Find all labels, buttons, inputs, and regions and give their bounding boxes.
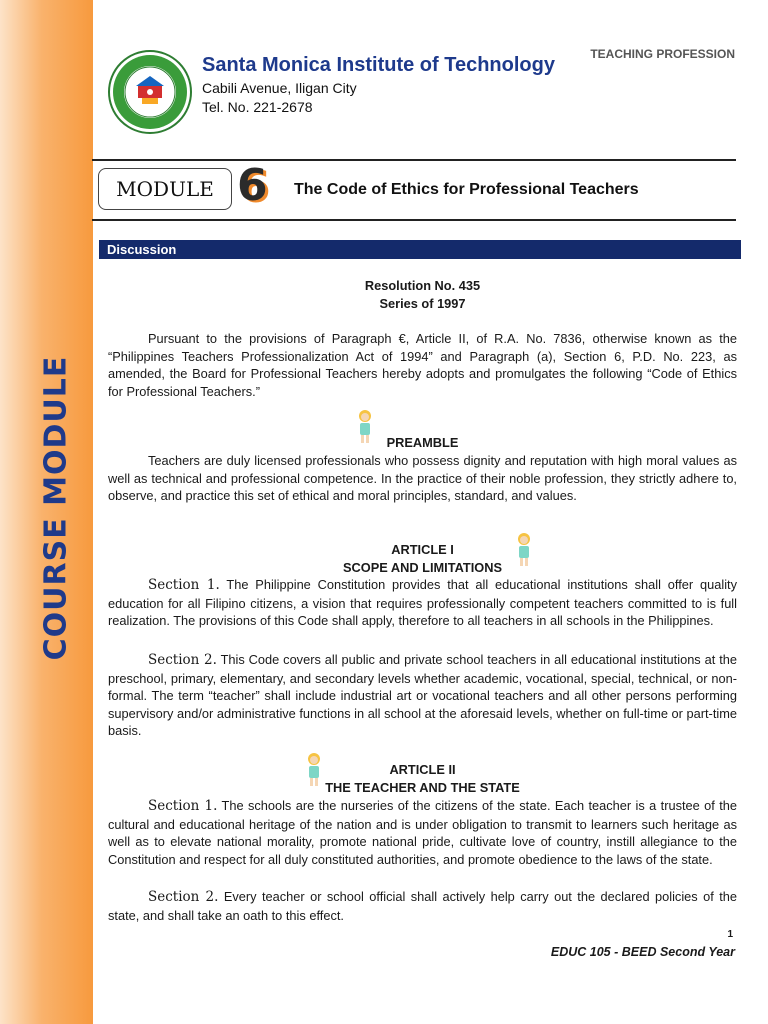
article-2-section-1 <box>108 797 737 868</box>
article-1-section-2 <box>108 651 737 740</box>
school-telephone: Tel. No. 221-2678 <box>202 99 313 115</box>
section-text: The schools are the nurseries of the citizens of the state. Each teacher is a trustee of the cultural and educational heritage of the nation and is under obligation to transmit to learners such heritage as well as to elevate national morality, promote national pride, cultivate love of country, instill allegiance to the Constitution and respect for all duly constituted authorities, and promote obedience to the laws of the state. <box>108 798 737 867</box>
module-title: The Code of Ethics for Professional Teachers <box>294 181 639 198</box>
school-name: Santa Monica Institute of Technology <box>202 54 555 76</box>
section-label: Section 2. <box>148 652 217 668</box>
school-address: Cabili Avenue, Iligan City <box>202 80 357 96</box>
article-1-title: SCOPE AND LIMITATIONS <box>342 559 502 575</box>
module-label: MODULE <box>116 177 214 201</box>
module-label-box <box>98 168 232 210</box>
discussion-label: Discussion <box>107 242 177 257</box>
page-number: 1 <box>727 929 733 940</box>
sidebar-strip <box>0 0 93 1024</box>
article-1-section-1 <box>108 576 737 630</box>
article-2-section-2 <box>108 888 737 924</box>
article-1-heading <box>108 541 737 576</box>
article-1-number: ARTICLE I <box>391 542 454 557</box>
section-label: Section 1. <box>148 798 218 814</box>
subject-label: TEACHING PROFESSION <box>590 47 735 61</box>
discussion-bar <box>99 240 741 259</box>
intro-paragraph: Pursuant to the provisions of Paragraph €, Article II, of R.A. No. 7836, otherwise known as the “Philippines Teachers Professionalization Act of 1994” and Paragraph (a), Section 6, P.D. No. 223, as amended, the Board for Professional Teachers hereby adopts and promulgates the following “Code of Ethics for Professional Teachers.” <box>108 331 737 399</box>
header-divider-bottom <box>92 219 736 221</box>
preamble-paragraph: Teachers are duly licensed professionals who possess dignity and reputation with high moral values as well as technical and professional competence. In the practice of their noble profession, they strictly adhere to, observe, and practice this set of ethical and moral principles, standard, and values. <box>108 453 737 504</box>
article-2-number: ARTICLE II <box>389 762 456 777</box>
resolution-number: Resolution No. 435 <box>364 278 481 293</box>
preamble-heading: PREAMBLE <box>386 435 459 450</box>
article-2-heading <box>108 761 737 796</box>
sidebar-course-module-label: COURSE MODULE <box>38 355 74 661</box>
section-text: This Code covers all public and private school teachers in all educational institutions at the preschool, primary, elementary, and secondary levels whether academic, vocational, special, technical, or non-formal. The term “teacher” shall include industrial art or vocational teachers and all other persons performing supervisory and/or administrative functions in all school at the aforesaid levels, whether on full-time or part-time basis. <box>108 652 737 739</box>
school-seal-logo <box>108 50 192 134</box>
section-text: Every teacher or school official shall actively help carry out the declared policies of the state, and shall take an oath to this effect. <box>108 889 737 923</box>
section-label: Section 1. <box>148 577 220 593</box>
header-divider-top <box>92 159 736 161</box>
resolution-heading <box>108 277 737 312</box>
footer-course-label: EDUC 105 - BEED Second Year <box>550 945 735 959</box>
section-label: Section 2. <box>148 889 219 905</box>
section-text: The Philippine Constitution provides that all educational institutions shall offer quality education for all Filipino citizens, a vision that requires professionally competent teachers committed to is full realization. The provisions of this Code shall apply, therefore to all teachers in all schools in the Philippines. <box>108 577 737 629</box>
module-number: 6 <box>237 160 268 211</box>
resolution-series: Series of 1997 <box>379 295 466 311</box>
article-2-title: THE TEACHER AND THE STATE <box>325 779 520 795</box>
